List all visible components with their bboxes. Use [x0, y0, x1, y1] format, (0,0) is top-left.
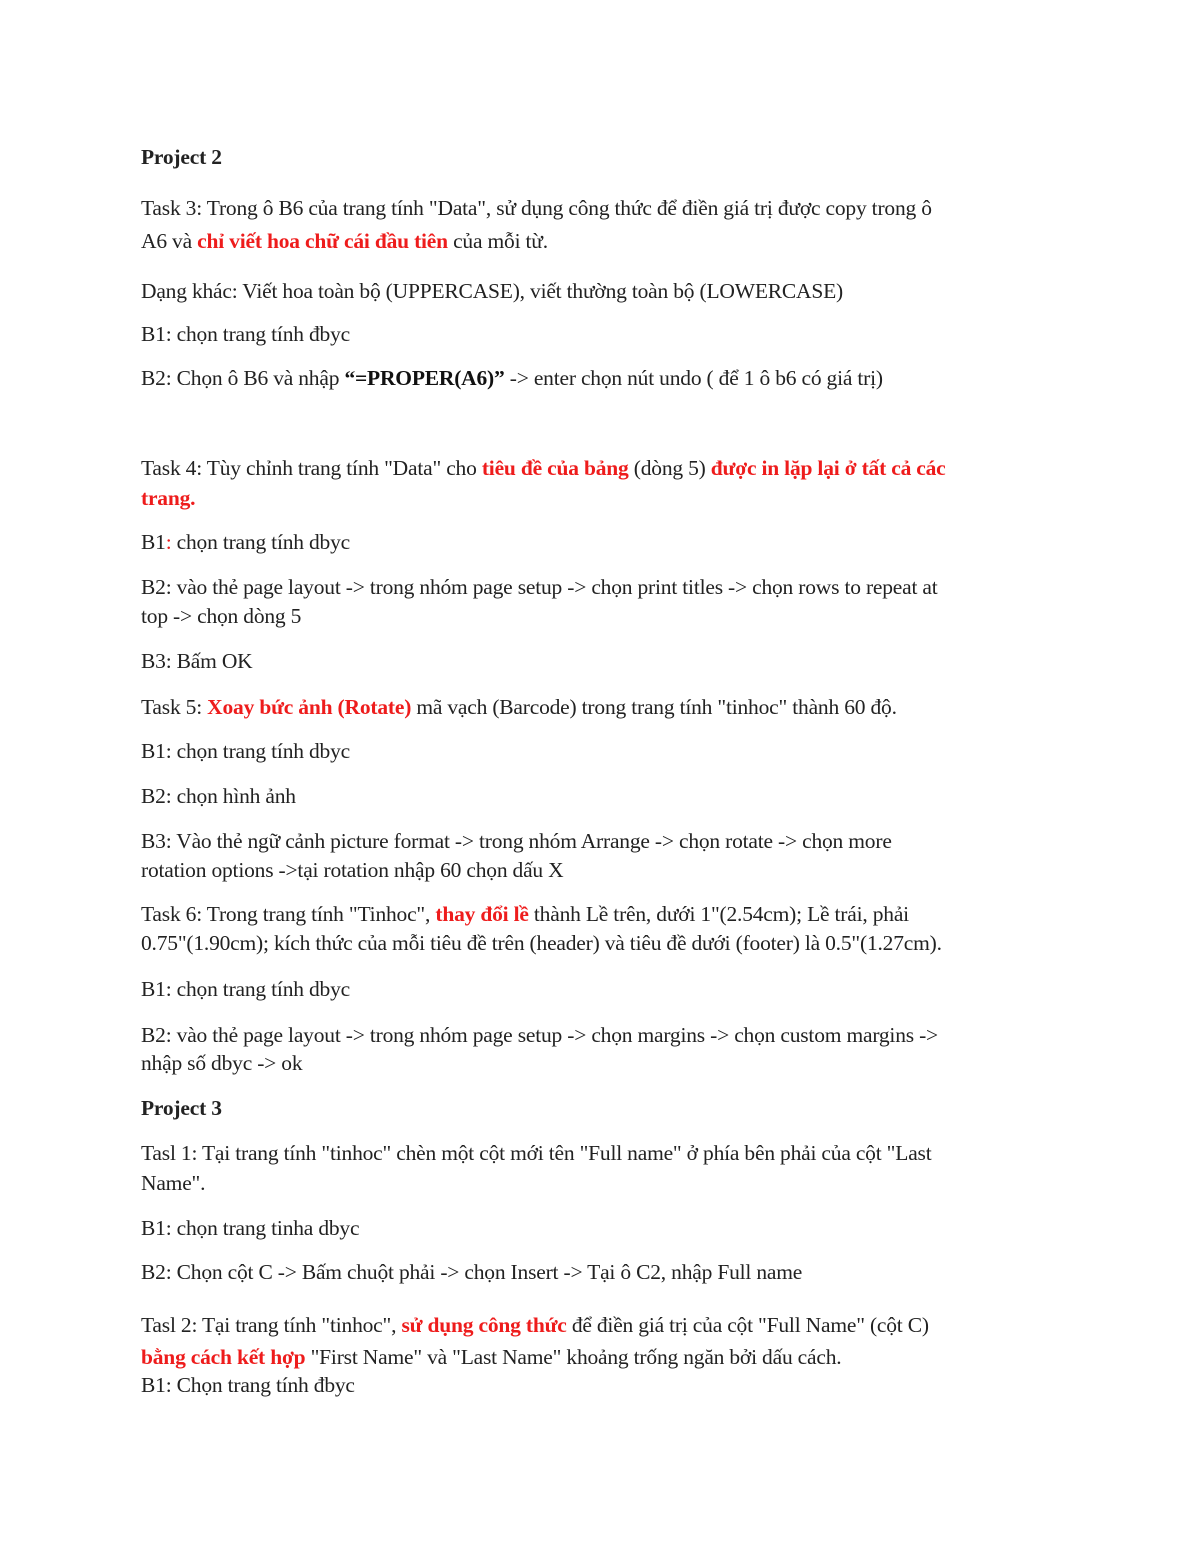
text-run: để điền giá trị của cột "Full Name" (cột C): [566, 1313, 929, 1337]
text-line: [141, 1259, 802, 1285]
text-line: [141, 455, 946, 481]
text-run: Task 3: Trong ô B6 của trang tính "Data", sử dụng công thức để điền giá trị được copy trong ô: [141, 196, 932, 220]
highlighted-text: tiêu đề của bảng: [481, 456, 629, 480]
text-run: mã vạch (Barcode) trong trang tính "tinhoc" thành 60 độ.: [411, 695, 897, 719]
text-run: B2: Chọn cột C -> Bấm chuột phải -> chọn Insert -> Tại ô C2, nhập Full name: [141, 1260, 803, 1284]
text-run: B1: Chọn trang tính đbyc: [141, 1373, 355, 1397]
text-run: :: [165, 530, 172, 554]
text-line: [141, 738, 350, 764]
text-line: [141, 1050, 302, 1076]
highlighted-text: Xoay bức ảnh (Rotate): [207, 695, 412, 719]
text-run: B2: vào thẻ page layout -> trong nhóm page setup -> chọn margins -> chọn custom margins ->: [141, 1023, 938, 1047]
text-line: [141, 529, 350, 555]
text-line: [141, 1022, 938, 1048]
highlighted-text: sử dụng công thức: [401, 1313, 567, 1337]
text-run: B2: Chọn ô B6 và nhập: [141, 366, 345, 390]
text-run: B1: chọn trang tính đbyc: [141, 322, 350, 346]
text-run: top -> chọn dòng 5: [141, 604, 302, 628]
text-line: [141, 485, 195, 511]
highlighted-text: trang.: [141, 486, 196, 510]
text-line: [141, 321, 350, 347]
text-line: [141, 228, 548, 254]
text-run: Task 4: Tùy chỉnh trang tính "Data" cho: [141, 456, 482, 480]
text-line: [141, 1312, 929, 1338]
text-run: Tasl 2: Tại trang tính "tinhoc",: [141, 1313, 402, 1337]
text-run: rotation options ->tại rotation nhập 60 chọn dấu X: [141, 858, 564, 882]
text-run: B1: chọn trang tinha dbyc: [141, 1216, 360, 1240]
text-run: Project 3: [141, 1096, 222, 1120]
text-line: [141, 1215, 359, 1241]
text-run: B3: Vào thẻ ngữ cảnh picture format -> trong nhóm Arrange -> chọn rotate -> chọn more: [141, 829, 892, 853]
highlighted-text: thay đổi lề: [435, 902, 529, 926]
formula-text: “=PROPER(A6)”: [344, 366, 505, 390]
text-run: chọn trang tính dbyc: [171, 530, 350, 554]
text-line: [141, 648, 252, 674]
text-line: [141, 930, 942, 956]
text-run: A6 và: [141, 229, 198, 253]
text-run: B2: vào thẻ page layout -> trong nhóm page setup -> chọn print titles -> chọn rows to repeat at: [141, 575, 938, 599]
text-run: (dòng 5): [628, 456, 711, 480]
highlighted-text: bằng cách kết hợp: [141, 1345, 306, 1369]
highlighted-text: chỉ viết hoa chữ cái đầu tiên: [197, 229, 448, 253]
text-run: Dạng khác: Viết hoa toàn bộ (UPPERCASE), viết thường toàn bộ (LOWERCASE): [141, 279, 844, 303]
text-line: [141, 828, 892, 854]
text-run: B3: Bấm OK: [141, 649, 253, 673]
text-run: B1: [141, 530, 166, 554]
text-run: B1: chọn trang tính dbyc: [141, 977, 350, 1001]
text-run: Task 6: Trong trang tính "Tinhoc",: [141, 902, 436, 926]
text-run: Project 2: [141, 145, 222, 169]
text-line: [141, 574, 938, 600]
text-run: Name".: [141, 1171, 206, 1195]
text-run: của mỗi từ.: [447, 229, 548, 253]
text-line: [141, 1140, 931, 1166]
highlighted-text: được in lặp lại ở tất cả các: [710, 456, 946, 480]
text-run: -> enter chọn nút undo ( để 1 ô b6 có giá trị): [504, 366, 883, 390]
text-line: [141, 901, 909, 927]
text-line: [141, 195, 932, 221]
text-run: nhập số dbyc -> ok: [141, 1051, 303, 1075]
text-line: [141, 1170, 205, 1196]
text-line: [141, 603, 301, 629]
text-line: [141, 1372, 355, 1398]
text-line: [141, 1344, 841, 1370]
text-line: [141, 857, 564, 883]
text-run: B2: chọn hình ảnh: [141, 784, 296, 808]
text-run: Tasl 1: Tại trang tính "tinhoc" chèn một cột mới tên "Full name" ở phía bên phải của cột "Last: [141, 1141, 932, 1165]
text-run: "First Name" và "Last Name" khoảng trống ngăn bởi dấu cách.: [305, 1345, 842, 1369]
text-line: [141, 783, 296, 809]
text-line: [141, 278, 843, 304]
section-heading: [141, 144, 222, 170]
text-run: 0.75"(1.90cm); kích thức của mỗi tiêu đề trên (header) và tiêu đề dưới (footer) là 0.5"(1.27cm).: [141, 931, 942, 955]
text-run: Task 5:: [141, 695, 208, 719]
text-line: [141, 694, 897, 720]
text-run: thành Lề trên, dưới 1"(2.54cm); Lề trái, phải: [528, 902, 909, 926]
section-heading: [141, 1095, 222, 1121]
text-run: B1: chọn trang tính dbyc: [141, 739, 350, 763]
text-line: [141, 976, 350, 1002]
text-line: [141, 365, 883, 391]
